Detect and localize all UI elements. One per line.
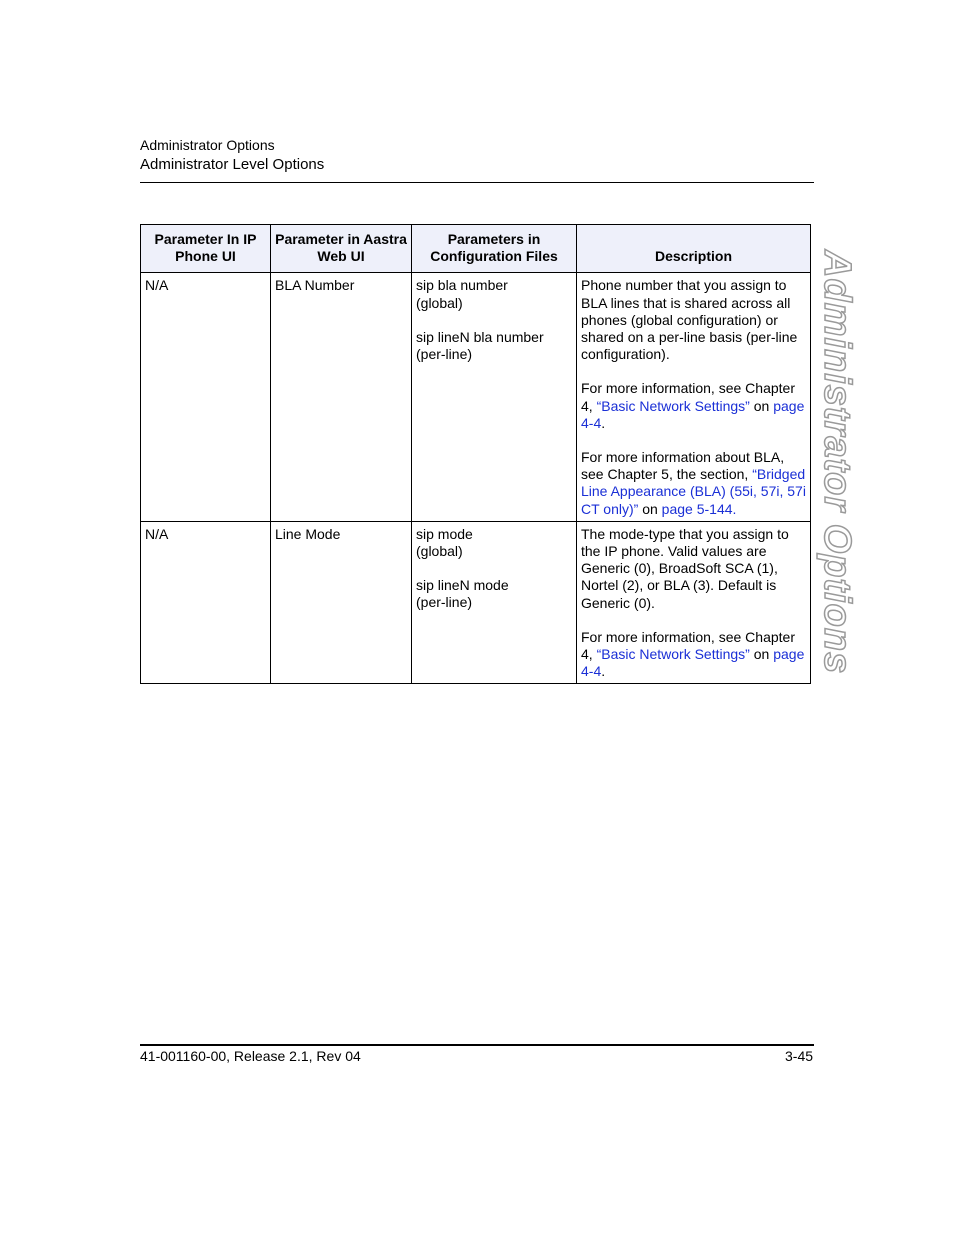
cell-phone-ui: N/A [141,273,271,521]
ref-text: . [732,500,737,517]
cell-web-ui: Line Mode [271,521,412,684]
header-divider [140,182,814,183]
config-param: sip lineN bla number [416,328,544,345]
table-header-row [141,225,811,273]
cell-config-files [412,273,577,521]
description-text: Phone number that you assign to BLA lines that is shared across all phones (global configuration) or shared on a per-line basis (per-line configuration). [581,277,798,363]
link-page-4-4[interactable]: page 4-4 [581,646,805,680]
running-header-subsection: Administrator Level Options [140,156,325,173]
ref-text: For more information, see Chapter 4, [581,380,795,414]
description-reference [581,380,806,432]
table-row [141,521,811,684]
footer-document-id: 41-001160-00, Release 2.1, Rev 04 [140,1048,361,1064]
spacer [581,612,806,629]
footer-divider [140,1044,814,1046]
description-reference [581,449,806,518]
spacer [416,560,572,577]
spacer [581,363,806,380]
parameters-table [140,224,811,684]
link-bridged-line-appearance[interactable]: “Bridged Line Appearance (BLA) (55i, 57i, 57i CT only)” [581,466,806,517]
cell-web-ui: BLA Number [271,273,412,521]
running-header-section: Administrator Options [140,137,275,153]
cell-description [577,273,811,521]
link-basic-network-settings[interactable]: “Basic Network Settings” [596,397,750,414]
chapter-side-title: Administrator Options [816,250,858,675]
config-scope: (global) [416,543,463,560]
ref-text: For more information about BLA, see Chapter 5, the section, [581,449,785,483]
cell-description [577,521,811,684]
link-page-5-144[interactable]: page 5-144 [661,500,733,517]
config-scope: (per-line) [416,346,473,363]
column-header-phone-ui: Parameter In IP Phone UI [141,225,271,273]
description-reference [581,629,806,681]
spacer [581,432,806,449]
ref-text: For more information, see Chapter 4, [581,628,795,663]
cell-config-files [412,521,577,684]
column-header-description: Description [577,225,811,273]
config-param: sip mode [416,525,473,542]
ref-text: on [749,646,774,663]
ref-text: . [601,414,606,431]
footer-page-number: 3-45 [785,1048,814,1064]
description-text: The mode-type that you assign to the IP phone. Valid values are Generic (0), BroadSoft SCA (1), Nortel (2), or BLA (3). Default is Generic (0). [581,525,789,611]
link-basic-network-settings[interactable]: “Basic Network Settings” [596,646,750,663]
column-header-web-ui: Parameter in Aastra Web UI [271,225,412,273]
ref-text: on [749,397,774,414]
link-page-4-4[interactable]: page 4-4 [581,397,805,431]
ref-text: on [638,500,662,517]
config-param: sip bla number [416,277,508,294]
config-scope: (global) [416,294,463,311]
cell-phone-ui: N/A [141,521,271,684]
config-scope: (per-line) [416,594,473,611]
spacer [416,312,572,329]
column-header-config-files: Parameters in Configuration Files [412,225,577,273]
table-row [141,273,811,521]
ref-text: . [601,663,606,680]
config-param: sip lineN mode [416,577,509,594]
